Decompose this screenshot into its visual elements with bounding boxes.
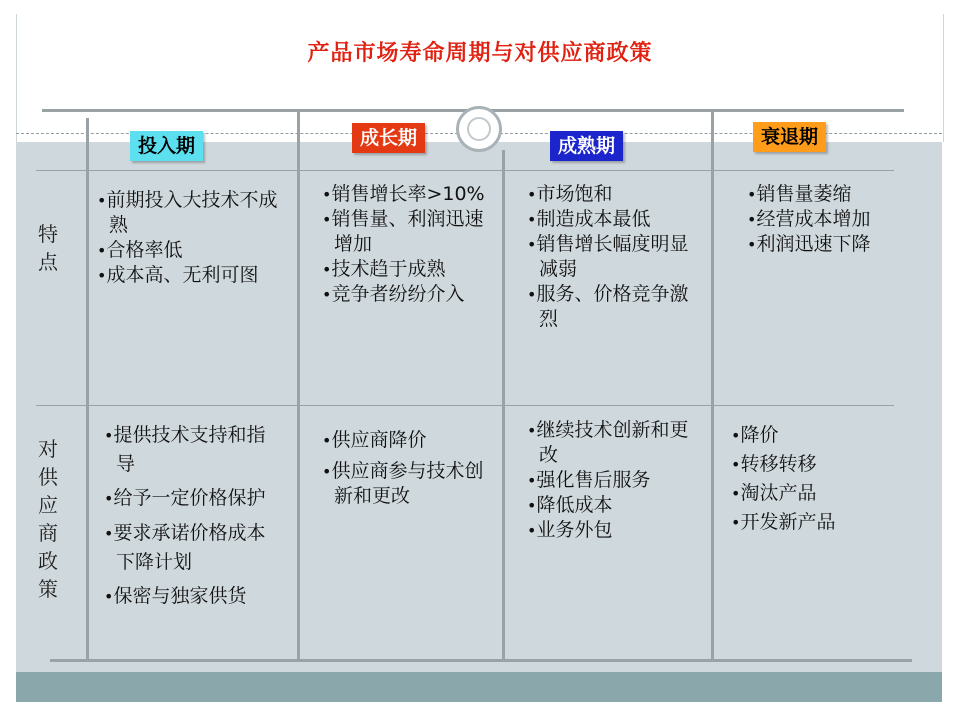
features-cell-decline [747, 182, 922, 257]
circle-ornament [456, 106, 502, 152]
stage-label-decline: 衰退期 [753, 122, 826, 152]
list-item: • 制造成本最低 [527, 207, 695, 232]
list-item: • 给予一定价格保护 [104, 484, 276, 513]
list-item: • 利润迅速下降 [747, 232, 922, 257]
column-divider-3 [502, 150, 505, 661]
list-item: • 保密与独家供货 [104, 582, 276, 611]
column-divider-4 [711, 112, 714, 661]
list-item: • 降价 [731, 421, 906, 450]
policy-cell-growth [322, 428, 492, 515]
column-divider-2 [297, 112, 300, 661]
list-item: • 降低成本 [527, 493, 695, 518]
stage-label-maturity: 成熟期 [550, 131, 623, 161]
slide-title: 产品市场寿命周期与对供应商政策 [307, 41, 653, 66]
list-item: • 淘汰产品 [731, 479, 906, 508]
stage-label-growth: 成长期 [352, 123, 425, 153]
list-item: • 经营成本增加 [747, 207, 922, 232]
list-item: • 强化售后服务 [527, 468, 695, 493]
stage-label-introduction: 投入期 [130, 131, 203, 161]
list-item: • 销售量、利润迅速增加 [322, 207, 490, 257]
column-divider-1 [86, 118, 89, 661]
list-item: • 销售量萎缩 [747, 182, 922, 207]
slide-footer-bar [16, 672, 942, 702]
list-item: • 供应商参与技术创新和更改 [322, 459, 492, 509]
row-label-features [33, 220, 63, 276]
list-item: • 竞争者纷纷介入 [322, 282, 490, 307]
list-item: • 转移转移 [731, 450, 906, 479]
list-item: • 供应商降价 [322, 428, 492, 453]
policy-cell-maturity [527, 418, 695, 543]
list-item: • 技术趋于成熟 [322, 257, 490, 282]
list-item: • 服务、价格竞争激烈 [527, 282, 695, 332]
table-bottom-border [50, 659, 912, 662]
list-item: • 开发新产品 [731, 508, 906, 537]
list-item: • 业务外包 [527, 518, 695, 543]
list-item: • 成本高、无利可图 [97, 263, 287, 288]
features-cell-maturity [527, 182, 695, 332]
list-item: • 销售增长幅度明显减弱 [527, 232, 695, 282]
header-divider [36, 170, 894, 171]
list-item: • 前期投入大技术不成熟 [97, 188, 287, 238]
list-item: • 市场饱和 [527, 182, 695, 207]
row-divider [36, 405, 894, 406]
features-cell-growth [322, 182, 490, 307]
row-label-policy-text: 对 供 应 商 政 策 [38, 437, 58, 601]
list-item: • 销售增长率>10% [322, 182, 490, 207]
list-item: • 要求承诺价格成本下降计划 [104, 519, 276, 576]
list-item: • 继续技术创新和更改 [527, 418, 695, 468]
row-label-policy [33, 435, 63, 603]
list-item: • 合格率低 [97, 238, 287, 263]
policy-cell-introduction [104, 421, 276, 617]
features-cell-introduction [97, 188, 287, 288]
row-label-features-text: 特 点 [38, 222, 58, 274]
policy-cell-decline [731, 421, 906, 537]
list-item: • 提供技术支持和指导 [104, 421, 276, 478]
